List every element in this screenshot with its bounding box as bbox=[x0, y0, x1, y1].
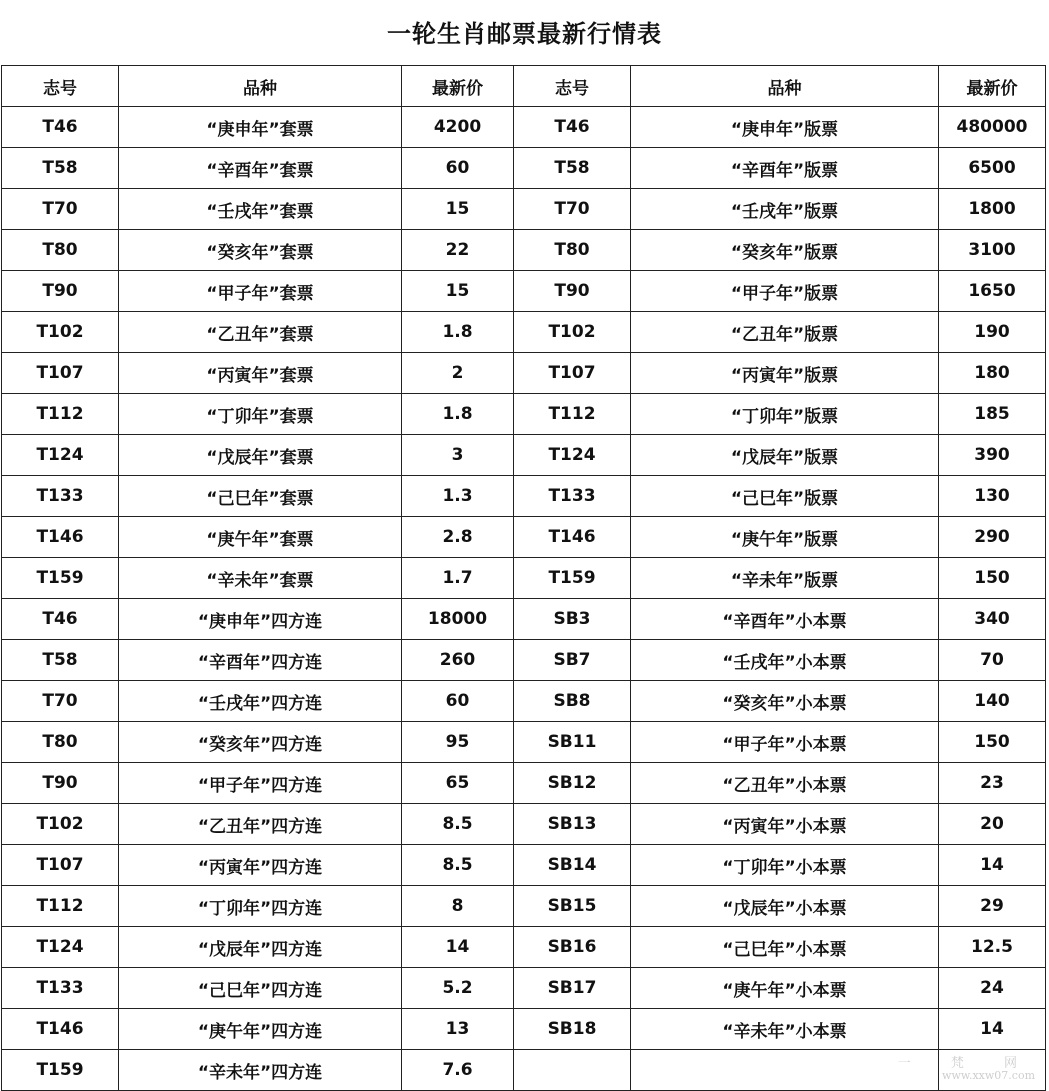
table-row bbox=[2, 886, 1046, 927]
right-variety-cell: “癸亥年”小本票 bbox=[631, 681, 939, 722]
left-variety-cell: “丙寅年”四方连 bbox=[119, 845, 402, 886]
left-variety-cell: “甲子年”四方连 bbox=[119, 763, 402, 804]
left-variety-cell: “辛酉年”套票 bbox=[119, 148, 402, 189]
right-code-cell: SB16 bbox=[514, 927, 631, 968]
right-variety-cell: “壬戌年”版票 bbox=[631, 189, 939, 230]
left-variety-cell: “庚申年”套票 bbox=[119, 107, 402, 148]
table-row bbox=[2, 394, 1046, 435]
table-row bbox=[2, 763, 1046, 804]
right-code-cell: T112 bbox=[514, 394, 631, 435]
table-row bbox=[2, 1009, 1046, 1050]
header-variety-right: 品种 bbox=[631, 66, 939, 107]
left-code-cell: T102 bbox=[2, 312, 119, 353]
right-price-cell: 130 bbox=[939, 476, 1046, 517]
right-variety-cell: “庚午年”小本票 bbox=[631, 968, 939, 1009]
right-code-cell: T58 bbox=[514, 148, 631, 189]
table-row bbox=[2, 230, 1046, 271]
left-code-cell: T146 bbox=[2, 1009, 119, 1050]
right-code-cell: SB15 bbox=[514, 886, 631, 927]
left-code-cell: T80 bbox=[2, 722, 119, 763]
table-row bbox=[2, 517, 1046, 558]
right-code-cell: T102 bbox=[514, 312, 631, 353]
right-code-cell: T46 bbox=[514, 107, 631, 148]
right-variety-cell: “癸亥年”版票 bbox=[631, 230, 939, 271]
header-price-left: 最新价 bbox=[402, 66, 514, 107]
left-price-cell: 3 bbox=[402, 435, 514, 476]
left-price-cell: 65 bbox=[402, 763, 514, 804]
right-variety-cell: “戊辰年”小本票 bbox=[631, 886, 939, 927]
right-variety-cell: “甲子年”版票 bbox=[631, 271, 939, 312]
left-variety-cell: “乙丑年”套票 bbox=[119, 312, 402, 353]
right-code-cell: SB11 bbox=[514, 722, 631, 763]
right-code-cell bbox=[514, 1050, 631, 1091]
left-variety-cell: “庚午年”套票 bbox=[119, 517, 402, 558]
right-price-cell: 150 bbox=[939, 558, 1046, 599]
left-variety-cell: “戊辰年”四方连 bbox=[119, 927, 402, 968]
right-price-cell: 185 bbox=[939, 394, 1046, 435]
right-variety-cell: “戊辰年”版票 bbox=[631, 435, 939, 476]
right-code-cell: SB8 bbox=[514, 681, 631, 722]
right-variety-cell: “壬戌年”小本票 bbox=[631, 640, 939, 681]
left-variety-cell: “己巳年”套票 bbox=[119, 476, 402, 517]
left-price-cell: 60 bbox=[402, 681, 514, 722]
right-price-cell: 24 bbox=[939, 968, 1046, 1009]
table-row bbox=[2, 107, 1046, 148]
table-row bbox=[2, 927, 1046, 968]
right-variety-cell: “丁卯年”小本票 bbox=[631, 845, 939, 886]
left-price-cell: 1.3 bbox=[402, 476, 514, 517]
header-code-right: 志号 bbox=[514, 66, 631, 107]
left-price-cell: 5.2 bbox=[402, 968, 514, 1009]
header-row bbox=[2, 66, 1046, 107]
left-code-cell: T112 bbox=[2, 886, 119, 927]
right-code-cell: SB17 bbox=[514, 968, 631, 1009]
left-price-cell: 14 bbox=[402, 927, 514, 968]
left-price-cell: 1.7 bbox=[402, 558, 514, 599]
watermark-line1: 一 梵 网 bbox=[897, 1056, 1035, 1071]
left-code-cell: T102 bbox=[2, 804, 119, 845]
right-price-cell: 480000 bbox=[939, 107, 1046, 148]
left-variety-cell: “甲子年”套票 bbox=[119, 271, 402, 312]
left-price-cell: 15 bbox=[402, 271, 514, 312]
right-code-cell: SB3 bbox=[514, 599, 631, 640]
left-variety-cell: “庚午年”四方连 bbox=[119, 1009, 402, 1050]
left-price-cell: 2 bbox=[402, 353, 514, 394]
table-row bbox=[2, 968, 1046, 1009]
left-code-cell: T46 bbox=[2, 107, 119, 148]
right-price-cell: 150 bbox=[939, 722, 1046, 763]
left-code-cell: T107 bbox=[2, 353, 119, 394]
left-price-cell: 22 bbox=[402, 230, 514, 271]
left-price-cell: 260 bbox=[402, 640, 514, 681]
right-price-cell: 390 bbox=[939, 435, 1046, 476]
left-variety-cell: “壬戌年”四方连 bbox=[119, 681, 402, 722]
left-variety-cell: “戊辰年”套票 bbox=[119, 435, 402, 476]
left-variety-cell: “丁卯年”四方连 bbox=[119, 886, 402, 927]
left-variety-cell: “庚申年”四方连 bbox=[119, 599, 402, 640]
table-row bbox=[2, 558, 1046, 599]
table-row bbox=[2, 476, 1046, 517]
page-title: 一轮生肖邮票最新行情表 bbox=[387, 20, 662, 48]
price-table bbox=[1, 65, 1046, 1091]
right-price-cell: 23 bbox=[939, 763, 1046, 804]
right-variety-cell: “己巳年”版票 bbox=[631, 476, 939, 517]
right-code-cell: SB18 bbox=[514, 1009, 631, 1050]
left-price-cell: 15 bbox=[402, 189, 514, 230]
left-price-cell: 13 bbox=[402, 1009, 514, 1050]
table-row bbox=[2, 640, 1046, 681]
left-code-cell: T124 bbox=[2, 927, 119, 968]
right-price-cell: 20 bbox=[939, 804, 1046, 845]
left-code-cell: T58 bbox=[2, 640, 119, 681]
table-row bbox=[2, 353, 1046, 394]
left-code-cell: T133 bbox=[2, 476, 119, 517]
left-code-cell: T46 bbox=[2, 599, 119, 640]
watermark-line2: www.xxw07.com bbox=[942, 1069, 1035, 1082]
right-price-cell: 140 bbox=[939, 681, 1046, 722]
right-price-cell: 180 bbox=[939, 353, 1046, 394]
right-variety-cell: “庚午年”版票 bbox=[631, 517, 939, 558]
right-variety-cell: “甲子年”小本票 bbox=[631, 722, 939, 763]
right-price-cell: 14 bbox=[939, 845, 1046, 886]
right-variety-cell: “辛酉年”小本票 bbox=[631, 599, 939, 640]
left-code-cell: T133 bbox=[2, 968, 119, 1009]
left-code-cell: T70 bbox=[2, 681, 119, 722]
left-variety-cell: “癸亥年”四方连 bbox=[119, 722, 402, 763]
left-code-cell: T124 bbox=[2, 435, 119, 476]
right-price-cell: 14 bbox=[939, 1009, 1046, 1050]
left-code-cell: T58 bbox=[2, 148, 119, 189]
left-code-cell: T159 bbox=[2, 1050, 119, 1091]
table-body bbox=[2, 107, 1046, 1091]
left-price-cell: 18000 bbox=[402, 599, 514, 640]
right-code-cell: T146 bbox=[514, 517, 631, 558]
left-variety-cell: “壬戌年”套票 bbox=[119, 189, 402, 230]
right-variety-cell: “庚申年”版票 bbox=[631, 107, 939, 148]
watermark bbox=[885, 1058, 1035, 1084]
right-variety-cell: “乙丑年”小本票 bbox=[631, 763, 939, 804]
right-price-cell: 1650 bbox=[939, 271, 1046, 312]
header-code-left: 志号 bbox=[2, 66, 119, 107]
right-variety-cell: “己巳年”小本票 bbox=[631, 927, 939, 968]
header-price-right: 最新价 bbox=[939, 66, 1046, 107]
right-variety-cell: “辛未年”版票 bbox=[631, 558, 939, 599]
left-price-cell: 2.8 bbox=[402, 517, 514, 558]
right-price-cell: 12.5 bbox=[939, 927, 1046, 968]
right-variety-cell: “辛未年”小本票 bbox=[631, 1009, 939, 1050]
right-code-cell: SB14 bbox=[514, 845, 631, 886]
left-code-cell: T112 bbox=[2, 394, 119, 435]
table-row bbox=[2, 148, 1046, 189]
right-price-cell: 29 bbox=[939, 886, 1046, 927]
right-code-cell: T133 bbox=[514, 476, 631, 517]
right-code-cell: T70 bbox=[514, 189, 631, 230]
right-code-cell: T107 bbox=[514, 353, 631, 394]
left-variety-cell: “辛未年”四方连 bbox=[119, 1050, 402, 1091]
right-price-cell: 3100 bbox=[939, 230, 1046, 271]
right-price-cell: 190 bbox=[939, 312, 1046, 353]
right-code-cell: T90 bbox=[514, 271, 631, 312]
table-row bbox=[2, 681, 1046, 722]
table-row bbox=[2, 599, 1046, 640]
right-variety-cell: “丙寅年”小本票 bbox=[631, 804, 939, 845]
left-code-cell: T146 bbox=[2, 517, 119, 558]
left-variety-cell: “丙寅年”套票 bbox=[119, 353, 402, 394]
right-code-cell: SB7 bbox=[514, 640, 631, 681]
right-code-cell: T80 bbox=[514, 230, 631, 271]
left-price-cell: 8 bbox=[402, 886, 514, 927]
left-price-cell: 4200 bbox=[402, 107, 514, 148]
left-variety-cell: “丁卯年”套票 bbox=[119, 394, 402, 435]
table-row bbox=[2, 722, 1046, 763]
left-price-cell: 8.5 bbox=[402, 845, 514, 886]
left-variety-cell: “乙丑年”四方连 bbox=[119, 804, 402, 845]
table-row bbox=[2, 804, 1046, 845]
left-variety-cell: “辛未年”套票 bbox=[119, 558, 402, 599]
right-code-cell: SB12 bbox=[514, 763, 631, 804]
right-variety-cell: “辛酉年”版票 bbox=[631, 148, 939, 189]
table-row bbox=[2, 845, 1046, 886]
left-code-cell: T90 bbox=[2, 271, 119, 312]
right-code-cell: T159 bbox=[514, 558, 631, 599]
right-price-cell: 340 bbox=[939, 599, 1046, 640]
table-row bbox=[2, 435, 1046, 476]
right-variety-cell: “丙寅年”版票 bbox=[631, 353, 939, 394]
table-row bbox=[2, 271, 1046, 312]
left-code-cell: T107 bbox=[2, 845, 119, 886]
right-price-cell: 1800 bbox=[939, 189, 1046, 230]
right-price-cell: 70 bbox=[939, 640, 1046, 681]
right-code-cell: SB13 bbox=[514, 804, 631, 845]
right-code-cell: T124 bbox=[514, 435, 631, 476]
left-code-cell: T159 bbox=[2, 558, 119, 599]
left-price-cell: 60 bbox=[402, 148, 514, 189]
left-variety-cell: “己巳年”四方连 bbox=[119, 968, 402, 1009]
left-code-cell: T80 bbox=[2, 230, 119, 271]
right-variety-cell: “丁卯年”版票 bbox=[631, 394, 939, 435]
left-code-cell: T90 bbox=[2, 763, 119, 804]
right-variety-cell: “乙丑年”版票 bbox=[631, 312, 939, 353]
left-price-cell: 7.6 bbox=[402, 1050, 514, 1091]
header-variety-left: 品种 bbox=[119, 66, 402, 107]
right-price-cell: 290 bbox=[939, 517, 1046, 558]
left-price-cell: 8.5 bbox=[402, 804, 514, 845]
table-row bbox=[2, 189, 1046, 230]
left-price-cell: 1.8 bbox=[402, 312, 514, 353]
right-price-cell: 6500 bbox=[939, 148, 1046, 189]
left-code-cell: T70 bbox=[2, 189, 119, 230]
left-price-cell: 1.8 bbox=[402, 394, 514, 435]
table-row bbox=[2, 312, 1046, 353]
left-variety-cell: “癸亥年”套票 bbox=[119, 230, 402, 271]
left-price-cell: 95 bbox=[402, 722, 514, 763]
left-variety-cell: “辛酉年”四方连 bbox=[119, 640, 402, 681]
